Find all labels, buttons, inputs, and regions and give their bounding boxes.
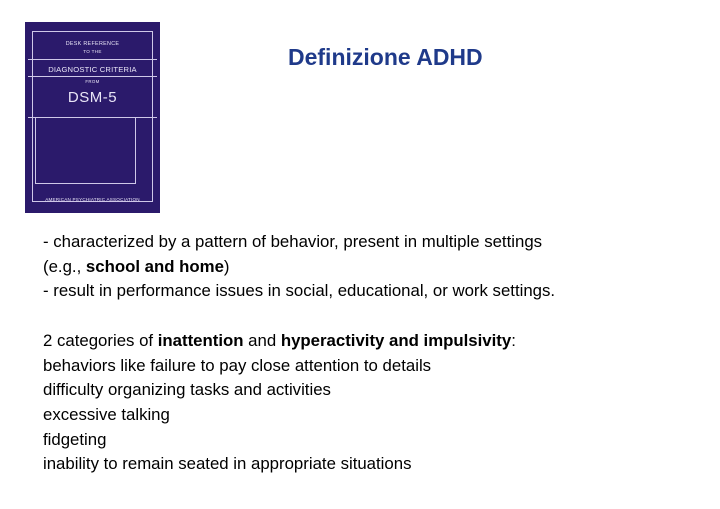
list-item: excessive talking — [43, 404, 170, 424]
body-line-4-hyperactivity: hyperactivity and impulsivity — [280, 330, 512, 350]
slide-title: Definizione ADHD — [288, 44, 483, 70]
body-line-4-post: : — [511, 330, 516, 350]
body-line-2-post: ) — [223, 256, 230, 276]
cover-line-diagnostic-criteria: DIAGNOSTIC CRITERIA — [48, 65, 137, 74]
cover-divider-top — [28, 59, 157, 60]
body-line-3: - result in performance issues in social, educational, or work settings. — [43, 281, 556, 301]
list-item: inability to remain seated in appropriate situations — [43, 454, 412, 474]
list-item: fidgeting — [43, 429, 107, 449]
body-line-4-pre: 2 categories of — [43, 330, 158, 350]
cover-line-to-the: TO THE — [83, 49, 102, 54]
dsm5-book-cover-image — [25, 22, 160, 213]
body-line-4-inattention: inattention — [157, 330, 244, 350]
list-item: behaviors like failure to pay close attention to details — [43, 355, 432, 375]
body-spacer — [43, 304, 703, 329]
slide-body — [43, 230, 703, 477]
body-line-4 — [43, 329, 703, 354]
cover-inner-frame — [35, 118, 136, 184]
body-line-2-pre: (e.g., — [43, 256, 86, 276]
cover-line-from: FROM — [85, 79, 100, 84]
body-line-2 — [43, 255, 703, 280]
body-line-4-mid: and — [243, 330, 281, 350]
cover-line-desk-reference: DESK REFERENCE — [65, 41, 120, 47]
list-item: difficulty organizing tasks and activities — [43, 380, 331, 400]
body-line-1: - characterized by a pattern of behavior, present in multiple settings — [43, 232, 543, 251]
body-line-2-bold: school and home — [85, 256, 224, 276]
cover-publisher: AMERICAN PSYCHIATRIC ASSOCIATION — [45, 197, 140, 202]
cover-divider-middle — [28, 76, 157, 77]
cover-line-dsm5: DSM-5 — [67, 89, 118, 106]
